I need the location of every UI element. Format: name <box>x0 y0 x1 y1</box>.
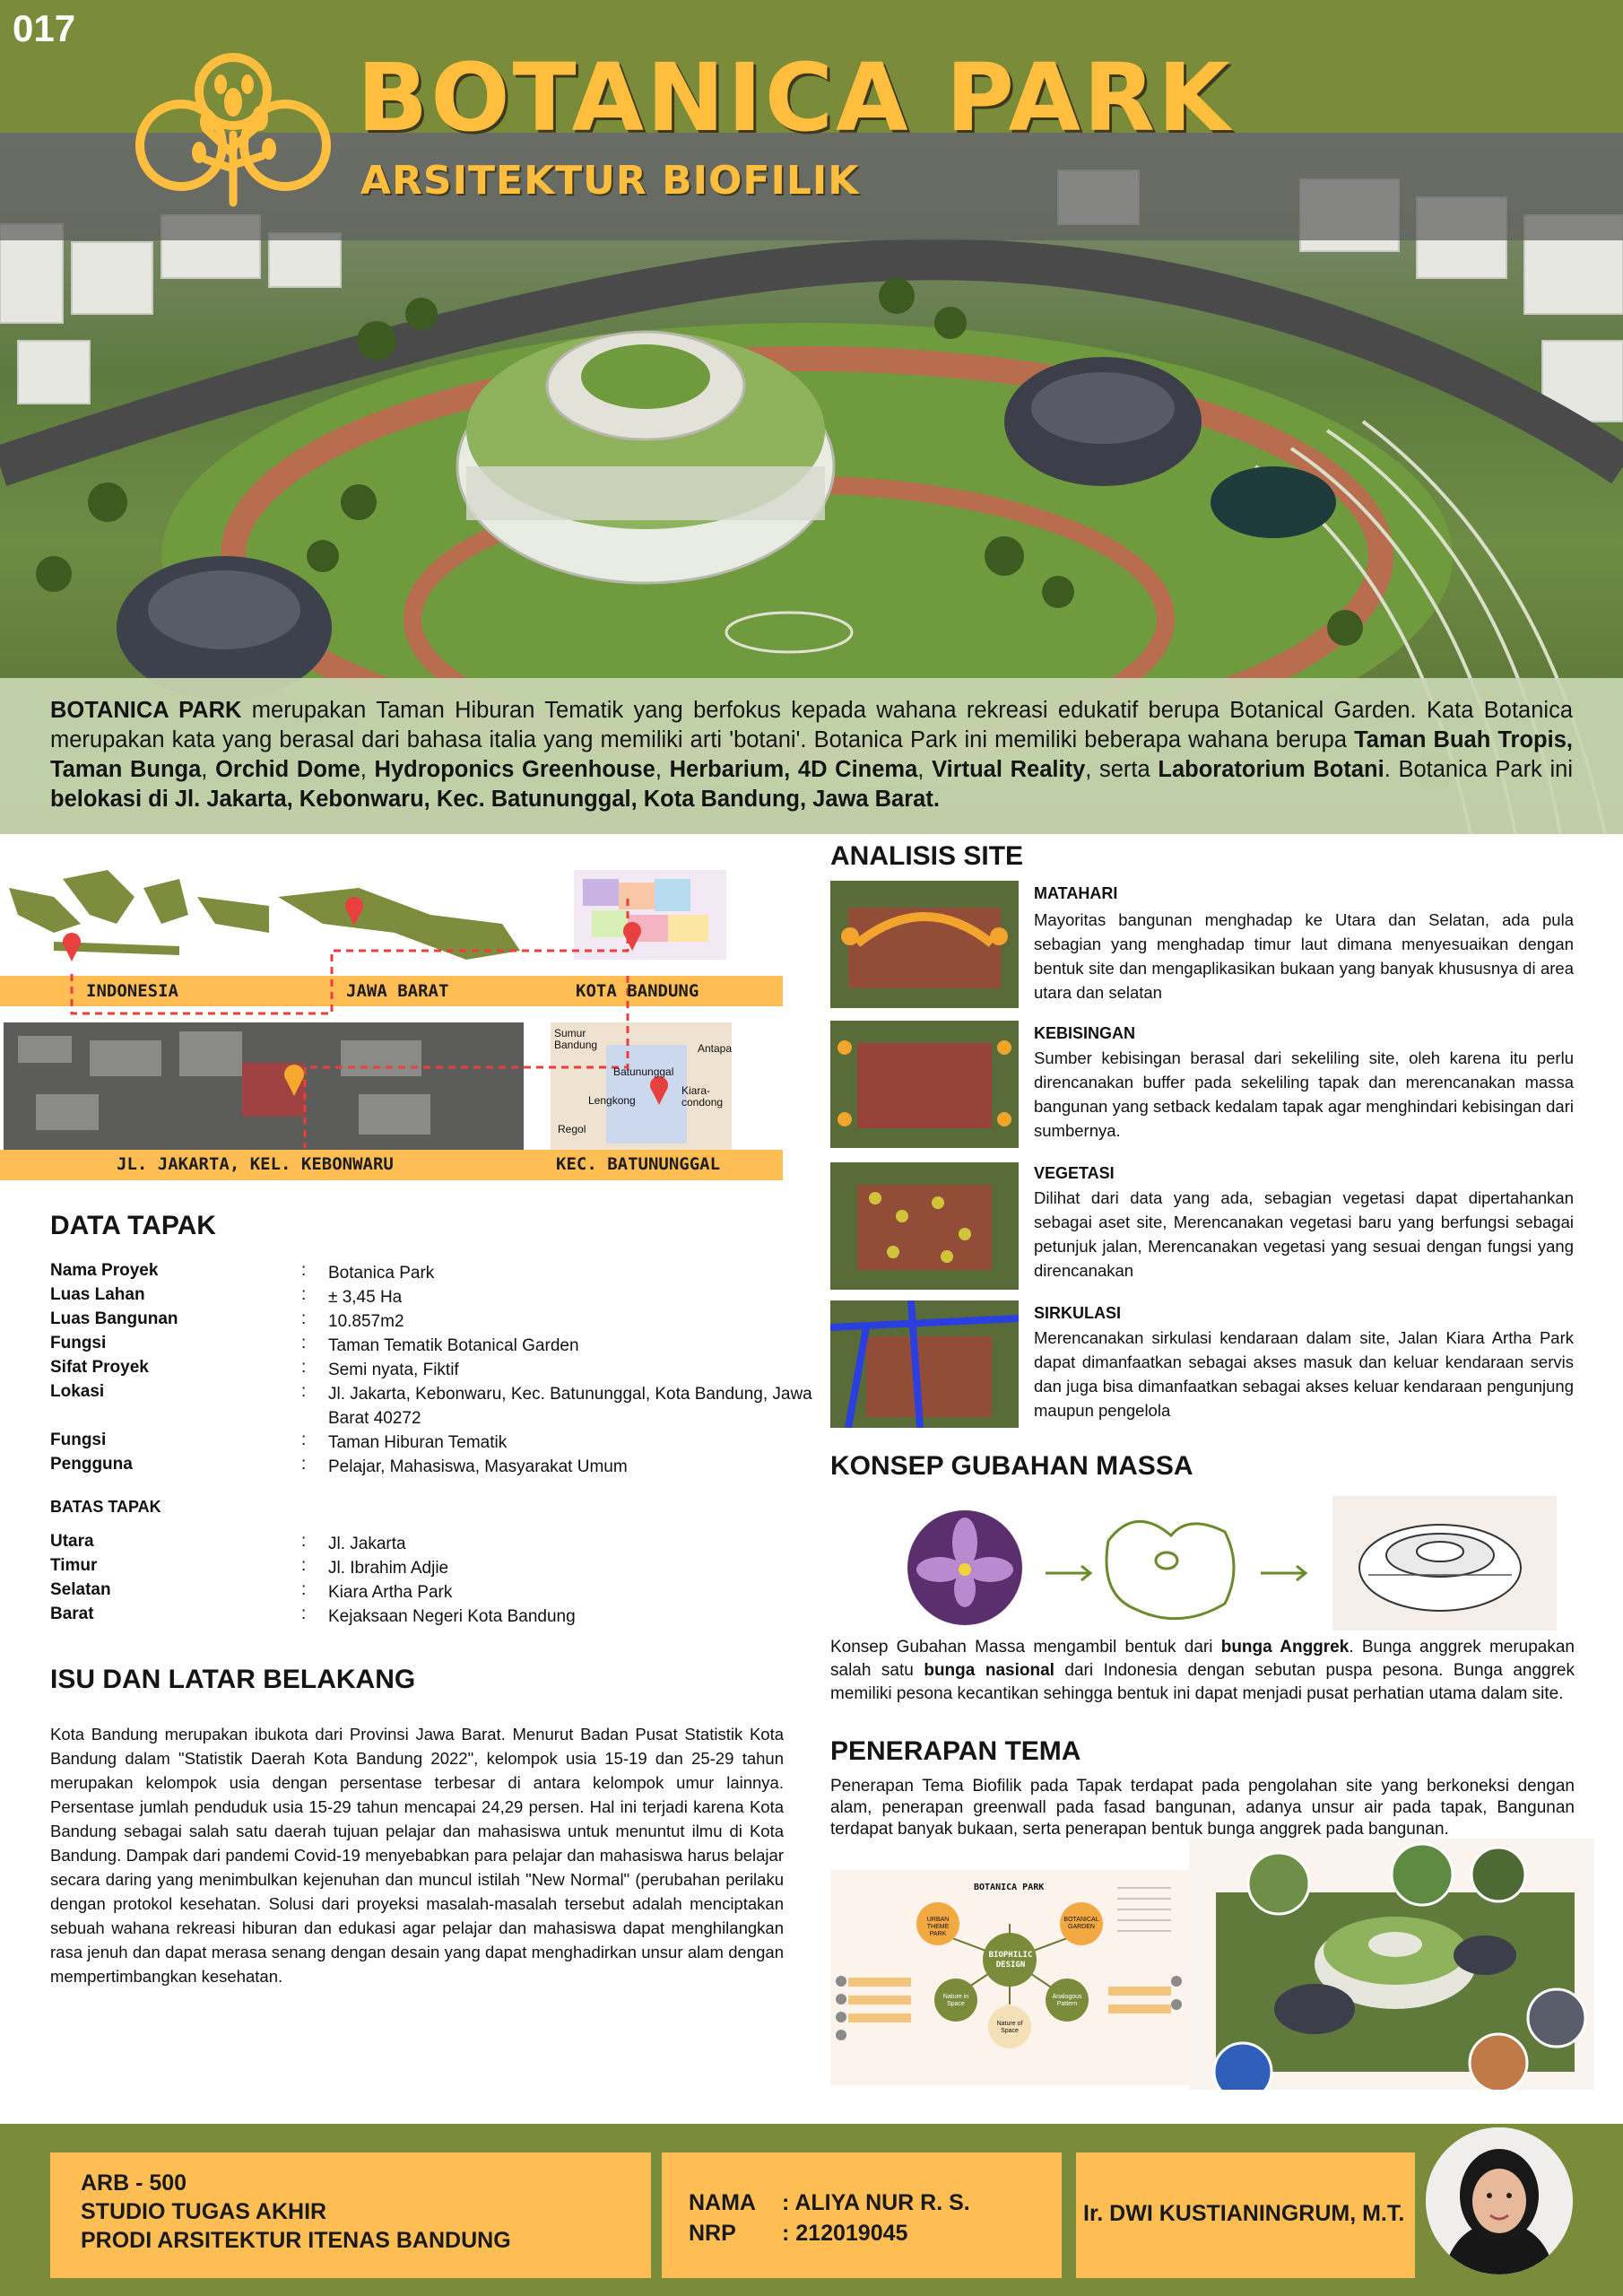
district-label: Batununggal <box>613 1065 674 1078</box>
poster-subtitle: ARSITEKTUR BIOFILIK <box>360 158 860 204</box>
map-label-kecamatan: KEC. BATUNUNGGAL <box>556 1154 721 1174</box>
noise-analysis-image <box>830 1021 1019 1148</box>
footer-band <box>0 2124 1623 2296</box>
analisis-heading: SIRKULASI <box>1034 1304 1122 1322</box>
analisis-title: ANALISIS SITE <box>830 841 1024 871</box>
district-label: Sumur Bandung <box>554 1027 598 1051</box>
analisis-text: Dilihat dari data yang ada, sebagian vegetasi dapat dipertahankan sebagai aset site, Merencanakan vegetasi baru yang berfungsi sebagai petunjuk jalan, Merencanakan vegetasi yang sesuai dengan fungsi yang direncanakan <box>1034 1188 1574 1280</box>
isu-paragraph: Kota Bandung merupakan ibukota dari Provinsi Jawa Barat. Menurut Badan Pusat Statistik Kota Bandung dalam "Statistik Daerah Kota Bandung 2022", kelompok usia 15-19 dan 25-29 tahun merupakan kelompok usia dengan persentase terbesar di antara kelompok umur lainnya. Persentase jumlah penduduk usia 15-29 tahun mencapai 24,29 persen. Hal ini terjadi karena Kota Bandung sebagai salah satu daerah tujuan pelajar dan mahasiswa untuk menuntut ilmu di Kota Bandung. Dampak dari pandemi Covid-19 menyebabkan para pelajar dan mahasiswa harus belajar secara daring yang menimbulkan kejenuhan dan muncul istilah "New Normal" (perubahan perilaku dengan protokol kesehatan. Solusi dari proyeksi masalah-masalah tersebut adalah menciptakan sebuah wahana rekreasi hiburan dan edukasi agar pelajar dan mahasiswa dapat menghilangkan rasa jenuh dan dapat merasa senang dengan desain yang dapat menghadirkan unsur alam dengan mempertimbangkan kesehatan. <box>50 1725 784 1986</box>
map-label-indonesia: INDONESIA <box>86 981 178 1001</box>
konsep-paragraph: Konsep Gubahan Massa mengambil bentuk dari bunga Anggrek. Bunga anggrek merupakan salah satu bunga nasional dari Indonesia dengan sebutan puspa pesona. Bunga anggrek memiliki pesona kecantikan sehingga bentuk ini dapat menjadi pusat perhatian utama dalam site. <box>830 1638 1575 1703</box>
nrp-label: NRP <box>689 2221 736 2246</box>
batas-tapak-title: BATAS TAPAK <box>50 1498 161 1516</box>
vegetation-analysis-image <box>830 1162 1019 1290</box>
district-label: Regol <box>558 1123 586 1135</box>
district-label: Kiara-condong <box>681 1084 724 1109</box>
diagram-center-label: BIOPHILIC DESIGN <box>988 1951 1033 1970</box>
diagram-node-label: URBAN THEME PARK <box>926 1917 950 1937</box>
program-name: PRODI ARSITEKTUR ITENAS BANDUNG <box>81 2228 511 2253</box>
diagram-title: BOTANICA PARK <box>974 1883 1045 1892</box>
map-label-jawa-barat: JAWA BARAT <box>346 981 449 1001</box>
supervisor-name: Ir. DWI KUSTIANINGRUM, M.T. <box>1083 2201 1405 2226</box>
analisis-text: Sumber kebisingan berasal dari sekeliling site, oleh karena itu perlu direncanakan buffer pada sekeliling tapak dan merencanakan massa bangunan yang setback kedalam tapak agar menghindari kebisingan dari sumbernya. <box>1034 1048 1574 1140</box>
konsep-title: KONSEP GUBAHAN MASSA <box>830 1451 1193 1481</box>
data-tapak-title: DATA TAPAK <box>50 1211 216 1240</box>
location-maps <box>0 861 789 1184</box>
diagram-node-label: Nature in Space <box>942 1994 969 2007</box>
diagram-node-label: Analogous Pattern <box>1052 1994 1082 2007</box>
massing-concept-diagram <box>830 1496 1575 1631</box>
analisis-heading: KEBISINGAN <box>1034 1024 1136 1042</box>
circulation-analysis-image <box>830 1300 1019 1428</box>
nama-value: : ALIYA NUR R. S. <box>782 2190 970 2215</box>
district-label: Antapa <box>698 1042 733 1055</box>
sun-analysis-image <box>830 881 1019 1008</box>
intro-paragraph: BOTANICA PARK merupakan Taman Hiburan Tematik yang berfokus kepada wahana rekreasi edukatif berupa Botanical Garden. Kata Botanica merupakan kata yang berasal dari bahasa italia yang memiliki arti 'botani'. Botanica Park ini memiliki beberapa wahana berupa Taman Buah Tropis, Taman Bunga, Orchid Dome, Hydroponics Greenhouse, Herbarium, 4D Cinema, Virtual Reality, serta Laboratorium Botani. Botanica Park ini belokasi di Jl. Jakarta, Kebonwaru, Kec. Batununggal, Kota Bandung, Jawa Barat. <box>0 678 1623 834</box>
studio-name: STUDIO TUGAS AKHIR <box>81 2199 327 2224</box>
poster-title: BOTANICA PARK <box>357 43 1233 152</box>
course-box <box>50 2152 651 2278</box>
analisis-text: Merencanakan sirkulasi kendaraan dalam site, Jalan Kiara Artha Park dapat dimanfaatkan sebagai akses masuk dan keluar kendaraan servis dan juga bisa dimanfaatkan sebagai akses keluar kendaraan pengunjung maupun pengelola <box>1034 1328 1574 1420</box>
diagram-node-label: BOTANICAL GARDEN <box>1063 1917 1099 1930</box>
hero-render <box>0 0 1623 834</box>
poster-number: 017 <box>13 7 76 49</box>
map-label-kota-bandung: KOTA BANDUNG <box>576 981 699 1001</box>
analisis-text: Mayoritas bangunan menghadap ke Utara dan Selatan, ada pula sebagian yang menghadap timur laut dimana menyesuaikan dengan bentuk site dan mengaplikasikan bukaan yang banyak khususnya di area utara dan selatan <box>1034 910 1574 1002</box>
isu-title: ISU DAN LATAR BELAKANG <box>50 1665 416 1694</box>
penerapan-paragraph: Penerapan Tema Biofilik pada Tapak terdapat pada pengolahan site yang berkoneksi dengan alam, penerapan greenwall pada fasad bangunan, adanya unsur air pada tapak, Bangunan terdapat banyak bukaan, serta penerapan bentuk bunga anggrek pada bangunan. <box>830 1777 1575 1839</box>
location-map-graphic <box>0 861 789 1184</box>
supervisor-box <box>1076 2152 1415 2278</box>
nrp-value: : 212019045 <box>782 2221 908 2246</box>
student-box <box>662 2152 1062 2278</box>
penerapan-title: PENERAPAN TEMA <box>830 1736 1081 1766</box>
district-label: Lengkong <box>588 1094 636 1107</box>
nama-label: NAMA <box>689 2190 756 2215</box>
biophilic-site-render <box>1189 1839 1594 2090</box>
student-avatar <box>1426 2127 1573 2274</box>
analisis-heading: MATAHARI <box>1034 884 1118 902</box>
tree-logo-icon <box>126 48 341 210</box>
course-code: ARB - 500 <box>81 2170 187 2196</box>
map-label-jalan: JL. JAKARTA, KEL. KEBONWARU <box>117 1154 394 1174</box>
diagram-node-label: Nature of Space <box>996 2021 1023 2034</box>
biophilic-diagram <box>830 1870 1189 2085</box>
analisis-heading: VEGETASI <box>1034 1164 1115 1182</box>
